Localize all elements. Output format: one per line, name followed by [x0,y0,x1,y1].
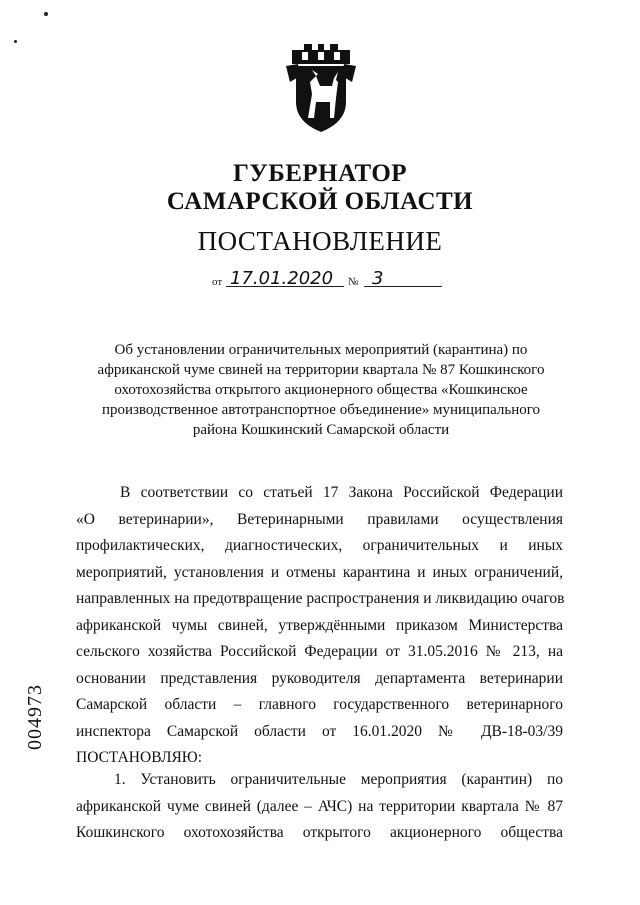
body-paragraph-1 [76,480,563,772]
paragraph-line: направленных на предотвращение распространения и ликвидацию очагов [76,590,565,607]
coat-of-arms-emblem [286,42,356,134]
body-paragraph-2 [76,767,563,847]
paragraph-line: африканской чумы свиней, утверждёнными приказом Министерства [76,616,563,634]
date-from-label: от [212,276,223,288]
paragraph-line: В соответствии со статьей 17 Закона Российской Федерации [120,484,563,501]
subject-line: района Кошкинский Самарской области [192,422,450,438]
paragraph-line: мероприятий, установления и отмены карантина и иных ограничений, [76,563,563,581]
paragraph-line: африканской чуме свиней (далее – АЧС) на территории квартала № 87 [76,797,563,815]
subject-line: Об установлении ограничительных мероприятий (карантина) по [114,342,528,358]
scan-dot [44,12,48,16]
scan-dot [14,40,17,43]
paragraph-line: инспектора Самарской области от 16.01.2020 № ДВ-18-03/39 [76,722,563,740]
document-type-title: ПОСТАНОВЛЕНИЕ [197,226,443,256]
governor-title: ГУБЕРНАТОР [232,160,408,187]
paragraph-line: Самарской области – главного государственного ветеринарного [76,696,563,713]
paragraph-line: 1. Установить ограничительные мероприятия (карантин) по [114,771,563,788]
date-value: 17.01.2020 [230,268,334,289]
region-title: САМАРСКОЙ ОБЛАСТИ [166,188,474,215]
subject-line: африканской чуме свиней на территории квартала № 87 Кошкинского [97,362,545,378]
subject-title [80,340,562,440]
side-serial-number: 004973 [24,684,46,750]
number-label: № [348,276,359,288]
number-value: 3 [372,268,384,289]
paragraph-line: профилактических, диагностических, ограничительных и иных [76,537,563,554]
subject-line: охотохозяйства открытого акционерного общества «Кошкинское [114,382,528,398]
paragraph-line: основании представления руководителя департамента ветеринарии [76,669,563,687]
paragraph-line: ПОСТАНОВЛЯЮ: [76,749,203,766]
paragraph-line: сельского хозяйства Российской Федерации от 31.05.2016 № 213, на [76,643,563,660]
subject-line: производственное автотранспортное объединение» муниципального [101,402,541,418]
paragraph-line: Кошкинского охотохозяйства открытого акционерного общества [76,824,563,841]
paragraph-line: «О ветеринарии», Ветеринарными правилами осуществления [76,510,563,528]
